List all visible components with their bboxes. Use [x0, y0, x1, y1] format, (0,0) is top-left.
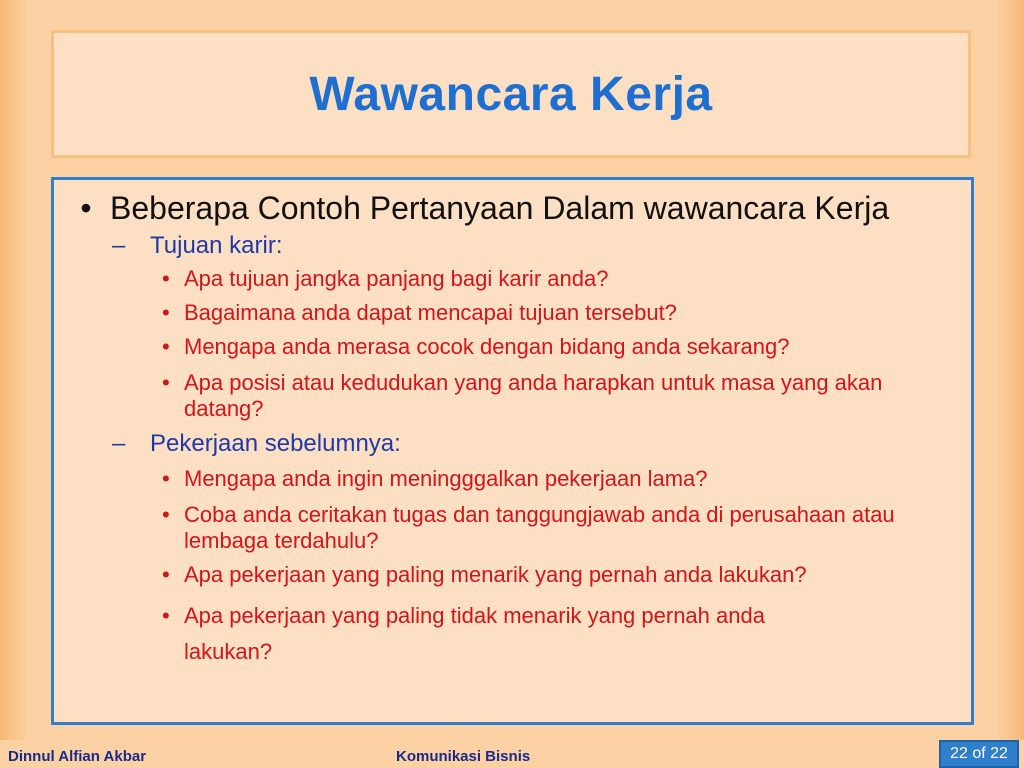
list-item — [162, 370, 942, 422]
list-item-text: Mengapa anda merasa cocok dengan bidang anda sekarang? — [184, 334, 790, 359]
list-item-text: Mengapa anda ingin meningggalkan pekerjaan lama? — [184, 466, 708, 491]
list-item-text: Bagaimana anda dapat mencapai tujuan tersebut? — [184, 300, 677, 325]
main-bullet — [62, 190, 889, 227]
list-item — [162, 300, 962, 326]
bullet-icon: • — [162, 370, 170, 395]
content-box — [51, 177, 974, 725]
bullet-icon: • — [162, 266, 170, 291]
section-heading — [112, 430, 401, 458]
bullet-icon: • — [162, 300, 170, 325]
list-item-text: Coba anda ceritakan tugas dan tanggungjawab anda di perusahaan atau lembaga terdahulu? — [184, 502, 895, 553]
section-heading-text: Tujuan karir: — [150, 232, 283, 259]
list-item — [162, 466, 962, 492]
list-item — [162, 502, 962, 554]
list-item-text: Apa tujuan jangka panjang bagi karir anda? — [184, 266, 609, 291]
title-box — [51, 30, 971, 158]
list-item — [162, 266, 962, 292]
list-item-text: Apa posisi atau kedudukan yang anda harapkan untuk masa yang akan datang? — [184, 370, 883, 421]
list-item — [162, 598, 852, 670]
section-heading-text: Pekerjaan sebelumnya: — [150, 430, 401, 457]
bullet-icon: • — [162, 603, 170, 628]
bullet-icon: • — [80, 190, 92, 226]
section-heading — [112, 232, 283, 260]
footer-course: Komunikasi Bisnis — [396, 748, 531, 765]
footer — [0, 740, 1024, 768]
list-item-text: Apa pekerjaan yang paling menarik yang pernah anda lakukan? — [184, 562, 807, 587]
bullet-icon: • — [162, 562, 170, 587]
page-indicator: 22 of 22 — [939, 740, 1019, 768]
dash-icon: – — [112, 232, 126, 259]
main-bullet-text: Beberapa Contoh Pertanyaan Dalam wawancara Kerja — [110, 190, 890, 226]
list-item-text: Apa pekerjaan yang paling tidak menarik yang pernah anda lakukan? — [184, 603, 765, 664]
dash-icon: – — [112, 430, 126, 457]
slide-title: Wawancara Kerja — [309, 67, 713, 121]
list-item — [162, 334, 962, 360]
list-item — [162, 562, 962, 588]
bullet-icon: • — [162, 334, 170, 359]
footer-author: Dinnul Alfian Akbar — [8, 748, 147, 765]
bullet-icon: • — [162, 466, 170, 491]
bullet-icon: • — [162, 502, 170, 527]
